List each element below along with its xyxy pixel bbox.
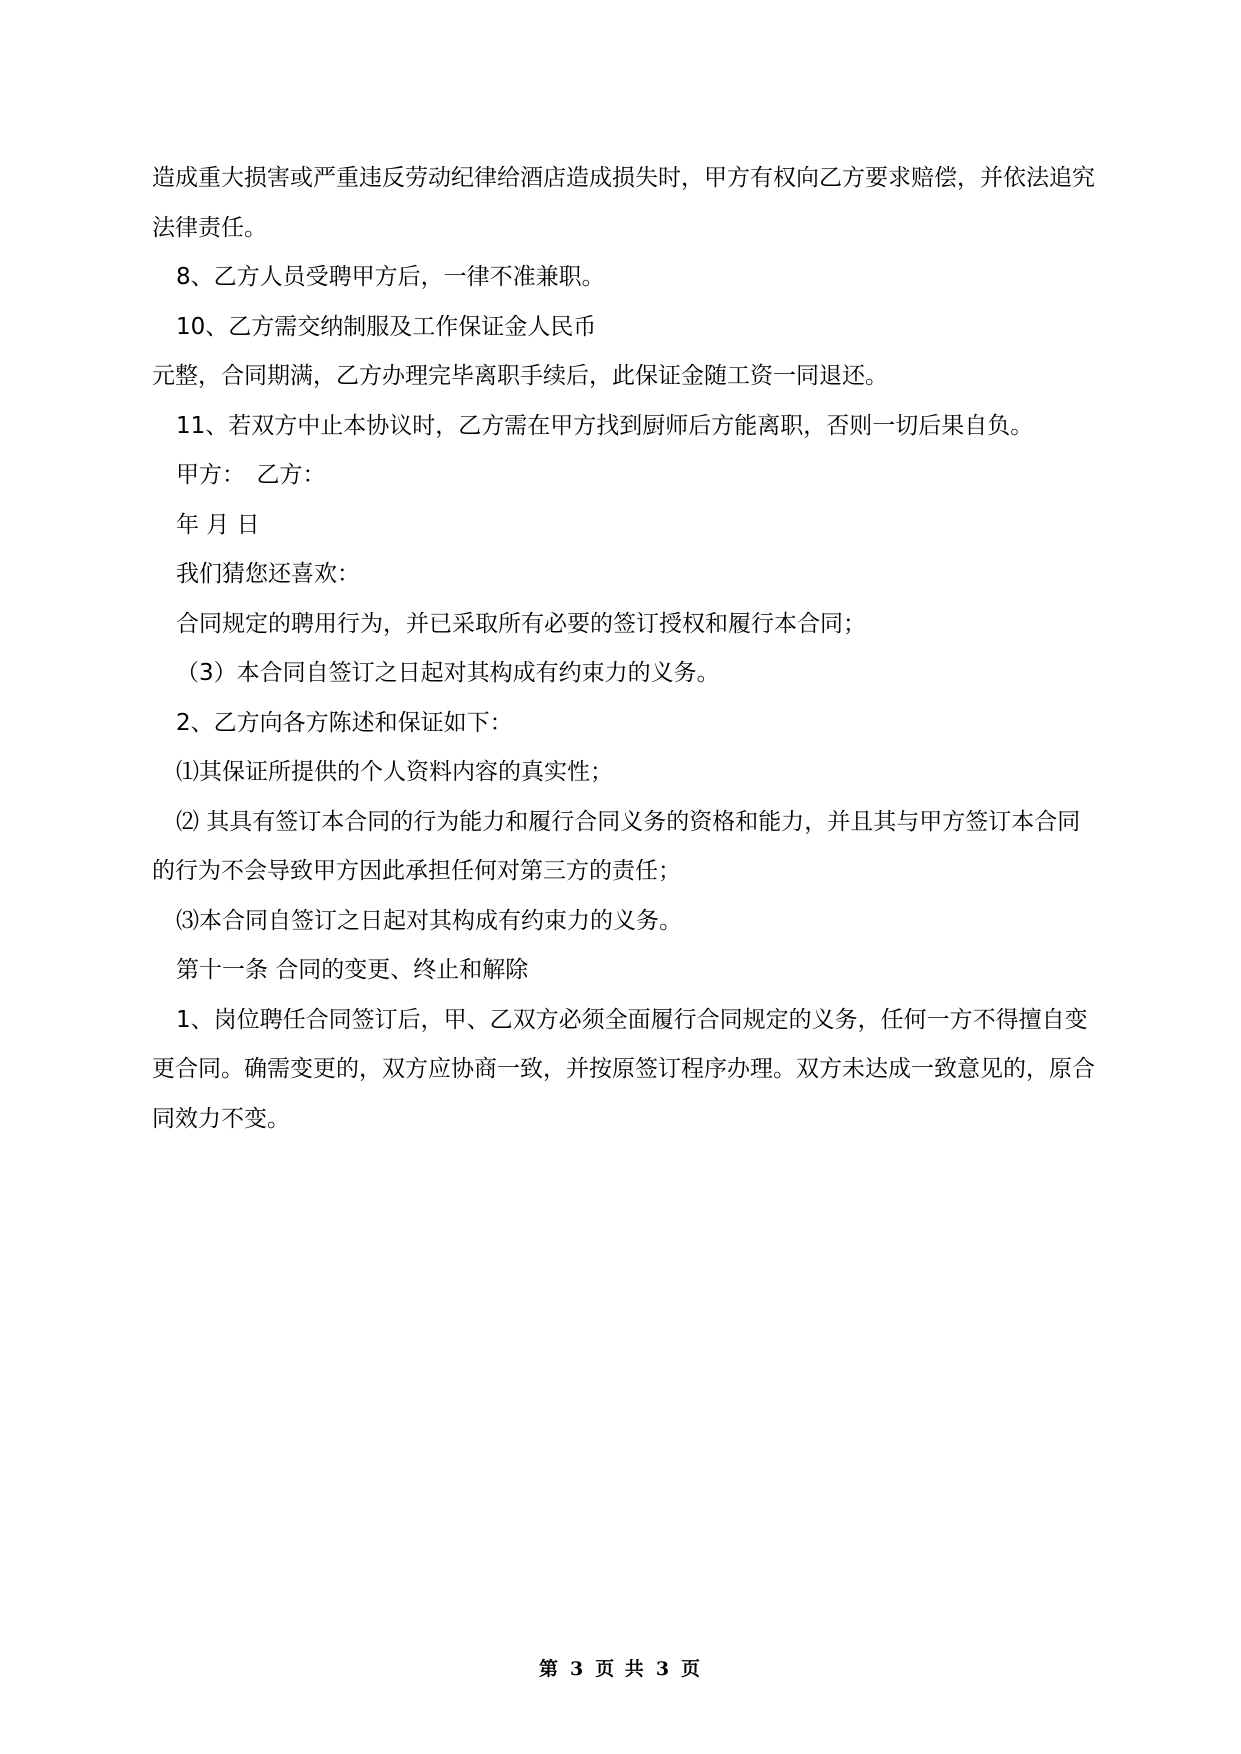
paragraph-14: ⑶本合同自签订之日起对其构成有约束力的义务。 <box>176 907 682 934</box>
paragraph-4: 元整，合同期满，乙方办理完毕离职手续后，此保证金随工资一同退还。 <box>152 363 888 389</box>
paragraph-1: 造成重大损害或严重违反劳动纪律给酒店造成损失时，甲方有权向乙方要求赔偿，并依法追究法律责任。 <box>152 165 1095 241</box>
paragraph-5: 11、若双方中止本协议时，乙方需在甲方找到厨师后方能离职，否则一切后果自负。 <box>176 412 1034 439</box>
paragraph-13: ⑵ 其具有签订本合同的行为能力和履行合同义务的资格和能力，并且其与甲方签订本合同的行为不会导致甲方因此承担任何对第三方的责任； <box>152 808 1081 884</box>
footer-prefix: 第 <box>538 1658 560 1680</box>
page-footer <box>0 1654 1241 1681</box>
paragraph-10: （3）本合同自签订之日起对其构成有约束力的义务。 <box>176 660 720 686</box>
paragraph-12: ⑴其保证所提供的个人资料内容的真实性； <box>176 759 613 785</box>
footer-suffix: 页 <box>681 1658 703 1680</box>
document-body <box>152 154 1100 1144</box>
date-line: 年 月 日 <box>176 511 260 538</box>
paragraph-11: 2、乙方向各方陈述和保证如下： <box>176 709 513 736</box>
signature-line: 甲方： 乙方： <box>176 462 326 488</box>
recommend-heading: 我们猜您还喜欢： <box>176 561 360 587</box>
article-heading: 第十一条 合同的变更、终止和解除 <box>176 957 529 983</box>
paragraph-3: 10、乙方需交纳制服及工作保证金人民币 <box>176 313 597 340</box>
paragraph-2: 8、乙方人员受聘甲方后，一律不准兼职。 <box>176 264 605 290</box>
footer-total-pages: 3 <box>655 1658 672 1680</box>
footer-current-page: 3 <box>569 1658 586 1680</box>
paragraph-16: 1、岗位聘任合同签订后，甲、乙双方必须全面履行合同规定的义务，任何一方不得擅自变更合同。确需变更的，双方应协商一致，并按原签订程序办理。双方未达成一致意见的，原合同效力不变。 <box>152 1006 1095 1132</box>
footer-mid: 页 共 <box>595 1658 646 1680</box>
paragraph-9: 合同规定的聘用行为，并已采取所有必要的签订授权和履行本合同； <box>176 610 866 637</box>
